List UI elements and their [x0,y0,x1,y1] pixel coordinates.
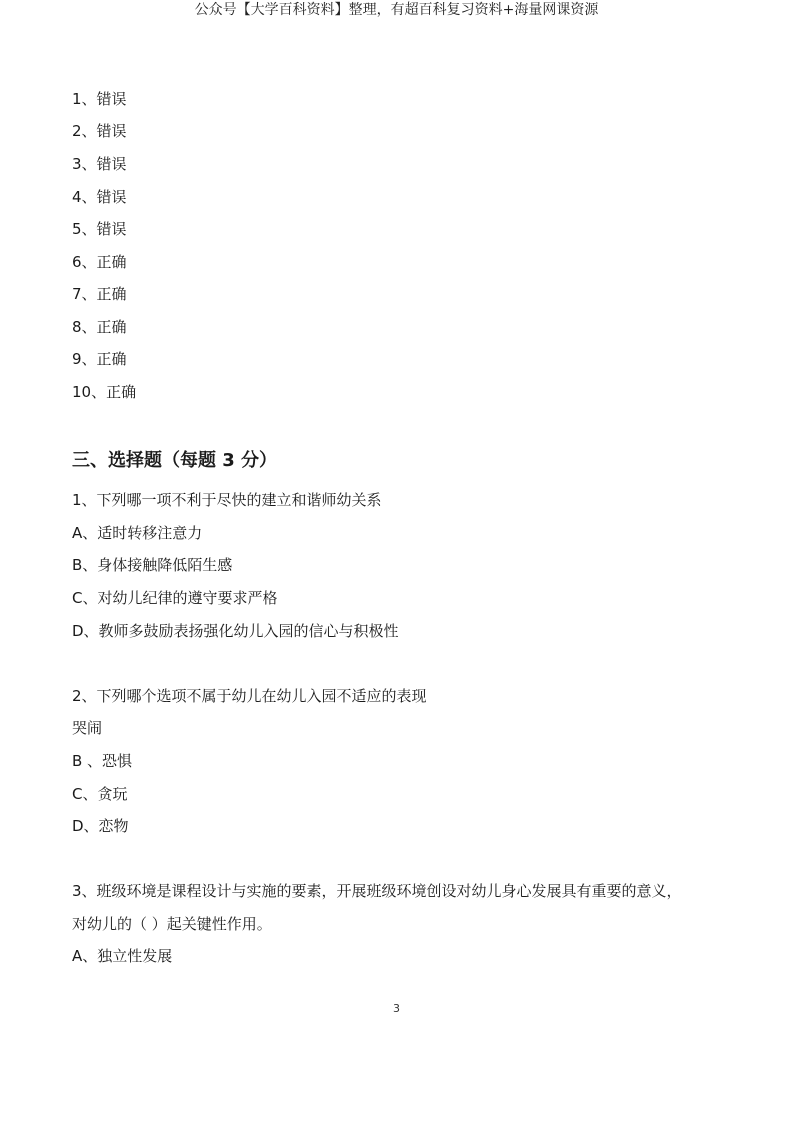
section-heading: 三、选择题（每题 3 分） [72,450,278,471]
question-option: D、教师多鼓励表扬强化幼儿入园的信心与积极性 [72,622,399,640]
answer-item: 5、错误 [72,220,127,238]
question-stem: 2、下列哪个选项不属于幼儿在幼儿入园不适应的表现 [72,687,427,705]
answer-item: 3、错误 [72,155,127,173]
question-option: B 、恐惧 [72,752,133,770]
question-option: C、贪玩 [72,785,128,803]
question-option: D、恋物 [72,817,129,835]
question-option: A、适时转移注意力 [72,524,203,542]
answer-item: 7、正确 [72,285,127,303]
answer-item: 10、正确 [72,383,137,401]
question-stem-continued: 对幼儿的（ ）起关键性作用。 [72,915,272,933]
answer-item: 1、错误 [72,90,127,108]
answer-item: 6、正确 [72,253,127,271]
answer-item: 4、错误 [72,188,127,206]
page-header: 公众号【大学百科资料】整理，有超百科复习资料+海量网课资源 [194,2,599,18]
page-number: 3 [393,1002,400,1015]
answer-item: 8、正确 [72,318,127,336]
question-stem: 3、班级环境是课程设计与实施的要素，开展班级环境创设对幼儿身心发展具有重要的意义， [72,882,682,900]
question-option: C、对幼儿纪律的遵守要求严格 [72,589,278,607]
question-stem: 1、下列哪一项不利于尽快的建立和谐师幼关系 [72,491,382,509]
question-option: A、独立性发展 [72,947,173,965]
question-option: B、身体接触降低陌生感 [72,556,233,574]
answer-item: 9、正确 [72,350,127,368]
answer-item: 2、错误 [72,122,127,140]
question-option: 哭闹 [72,719,103,737]
